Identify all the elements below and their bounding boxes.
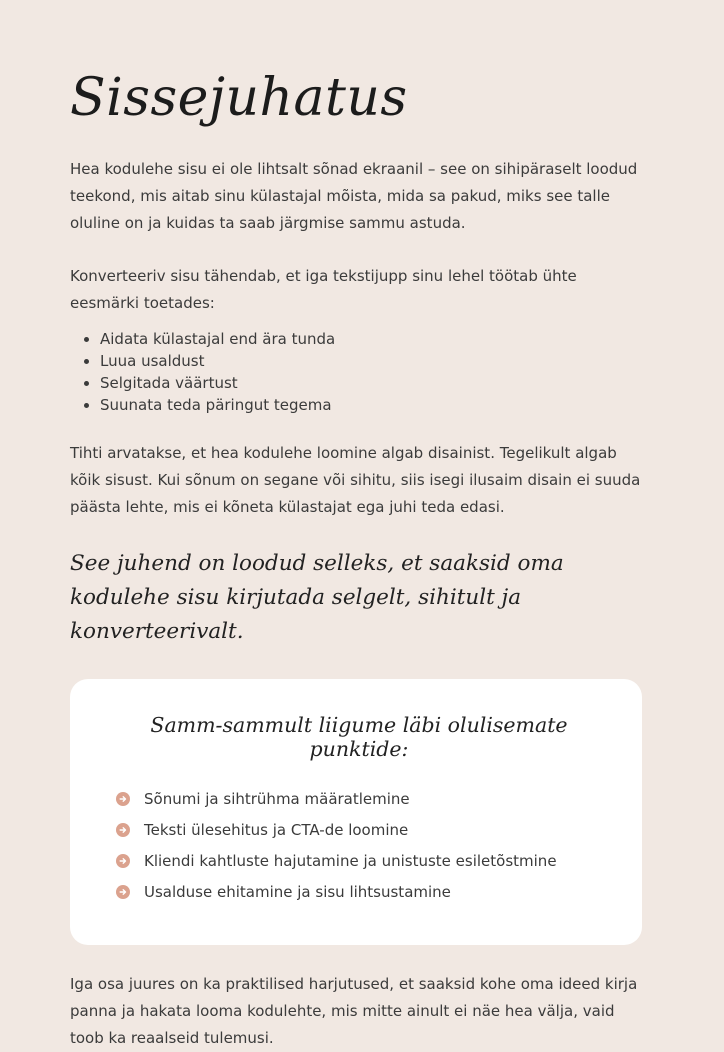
step-item (116, 845, 602, 876)
goal-item: • Suunata teda päringut tegema (100, 394, 642, 416)
goal-item: • Selgitada väärtust (100, 372, 642, 394)
steps-list (116, 783, 602, 907)
arrow-right-icon (116, 854, 130, 868)
step-item (116, 814, 602, 845)
step-label: Kliendi kahtluste hajutamine ja unistuste esiletõstmine (144, 851, 557, 870)
goal-item: • Aidata külastajal end ära tunda (100, 328, 642, 350)
convert-paragraph: Konverteeriv sisu tähendab, et iga tekstijupp sinu lehel töötab ühte eesmärki toetades: (70, 267, 577, 312)
step-item (116, 876, 602, 907)
step-label: Sõnumi ja sihtrühma määratlemine (144, 789, 410, 808)
step-item (116, 783, 602, 814)
arrow-right-icon (116, 885, 130, 899)
design-paragraph: Tihti arvatakse, et hea kodulehe loomine algab disainist. Tegelikult algab kõik sisust. Kui sõnum on segane või sihitu, siis isegi ilusaim disain ei suuda päästa lehte, mis ei kõneta külastajat ega juhi teda edasi. (70, 444, 641, 517)
page-title: Sissejuhatus (70, 68, 408, 128)
step-label: Usalduse ehitamine ja sisu lihtsustamine (144, 882, 451, 901)
intro-paragraph: Hea kodulehe sisu ei ole lihtsalt sõnad ekraanil – see on sihipäraselt loodud teekond, mis aitab sinu külastajal mõista, mida sa pakud, miks see talle oluline on ja kuidas ta saab järgmise sammu astuda. (70, 160, 638, 232)
guide-quote: See juhend on loodud selleks, et saaksid oma kodulehe sisu kirjutada selgelt, sihitult ja konverteerivalt. (70, 551, 564, 645)
goals-list (70, 328, 642, 416)
steps-card (70, 679, 642, 945)
steps-heading: Samm-sammult liigume läbi olulisemate punktide: (150, 713, 568, 762)
goal-item: • Luua usaldust (100, 350, 642, 372)
arrow-right-icon (116, 792, 130, 806)
closing-paragraph: Iga osa juures on ka praktilised harjutused, et saaksid kohe oma ideed kirja panna ja hakata looma kodulehte, mis mitte ainult ei näe hea välja, vaid toob ka reaalseid tulemusi. (70, 975, 638, 1048)
step-label: Teksti ülesehitus ja CTA-de loomine (144, 820, 409, 839)
arrow-right-icon (116, 823, 130, 837)
